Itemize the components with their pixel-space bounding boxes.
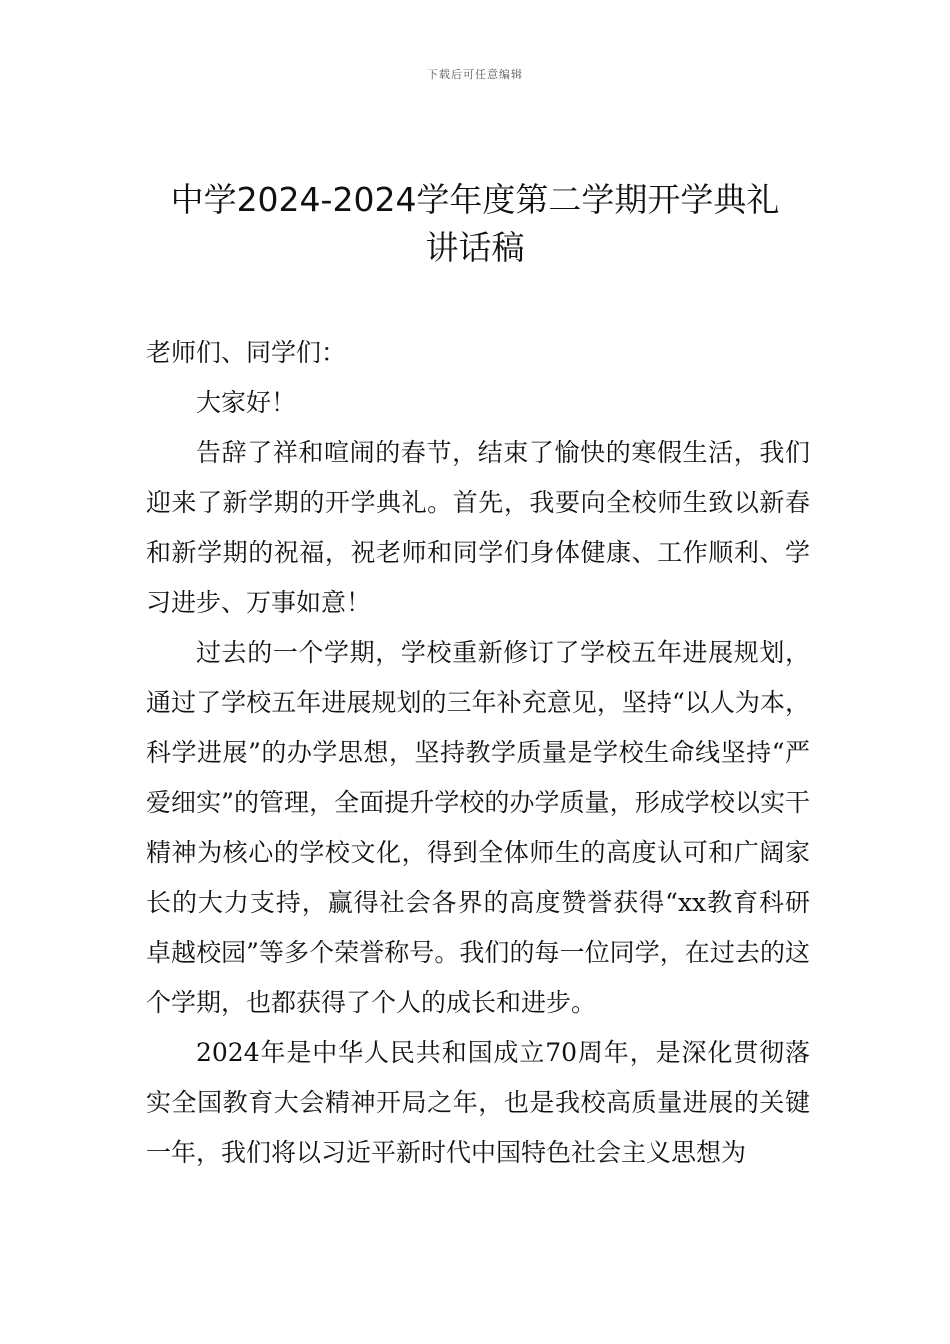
title-line-1: 中学2024-2024学年度第二学期开学典礼 bbox=[170, 180, 780, 219]
paragraph-1: 告辞了祥和喧闹的春节，结束了愉快的寒假生活，我们迎来了新学期的开学典礼。首先，我要向全校师生致以新春和新学期的祝福，祝老师和同学们身体健康、工作顺利、学习进步、万事如意！ bbox=[146, 438, 810, 617]
title-line-2: 讲话稿 bbox=[425, 228, 525, 267]
document-body bbox=[146, 328, 810, 1178]
salutation: 老师们、同学们： bbox=[146, 338, 347, 367]
paragraph-3: 2024年是中华人民共和国成立70周年，是深化贯彻落实全国教育大会精神开局之年，也是我校高质量进展的关键一年，我们将以习近平新时代中国特色社会主义思想为 bbox=[146, 1038, 810, 1167]
header-note: 下载后可任意编辑 bbox=[427, 68, 523, 81]
paragraph-2: 过去的一个学期，学校重新修订了学校五年进展规划，通过了学校五年进展规划的三年补充意见，坚持“以人为本，科学进展”的办学思想，坚持教学质量是学校生命线坚持“严爱细实”的管理，全面提升学校的办学质量，形成学校以实干精神为核心的学校文化，得到全体师生的高度认可和广阔家长的大力支持，赢得社会各界的高度赞誉获得“xx教育科研卓越校园”等多个荣誉称号。我们的每一位同学，在过去的这个学期，也都获得了个人的成长和进步。 bbox=[146, 638, 810, 1017]
document-title bbox=[120, 176, 830, 272]
paragraph-greeting: 大家好！ bbox=[196, 388, 297, 417]
